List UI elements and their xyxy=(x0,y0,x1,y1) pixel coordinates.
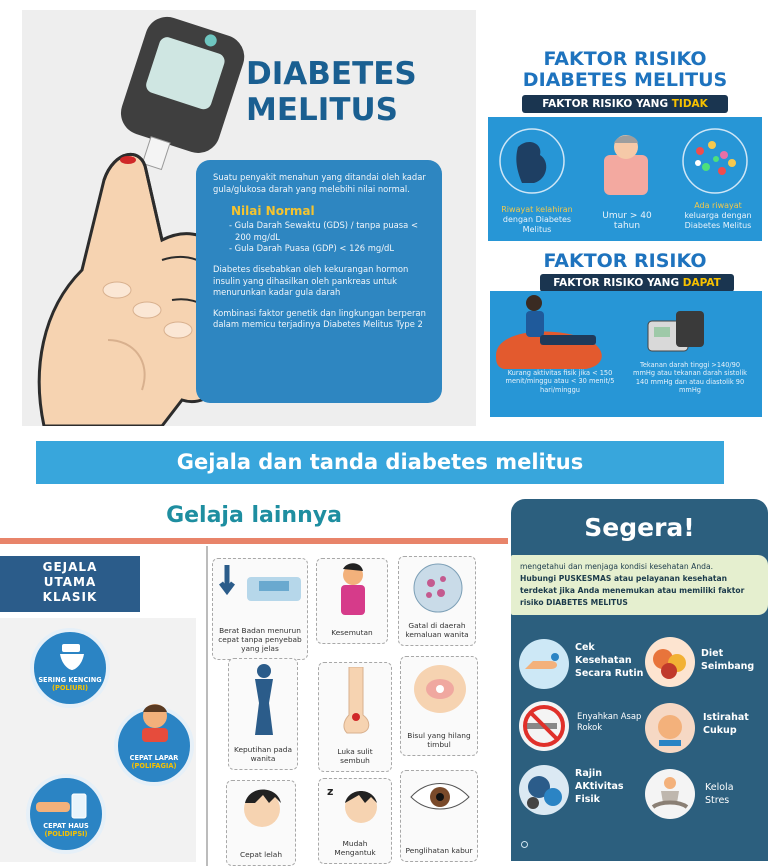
diabetes-title: DIABETES MELITUS xyxy=(246,56,417,128)
title-underline xyxy=(0,538,508,544)
normal-value-title: Nilai Normal xyxy=(231,204,315,219)
classic-symptoms-area xyxy=(0,618,196,862)
fixed-risk-panel xyxy=(488,117,762,241)
polyuria-circle: SERING KENCING (POLIURI) xyxy=(30,628,110,708)
eye-icon xyxy=(409,779,471,815)
polyphagia-circle: CEPAT LAPAR (POLIFAGIA) xyxy=(114,706,194,786)
symptom-card-tingling: Kesemutan xyxy=(316,558,388,644)
sleepy-face-icon xyxy=(327,781,385,827)
fixed-risk-family: Ada riwayat keluarga dengan Diabetes Melitus xyxy=(684,201,752,230)
diet-icon xyxy=(645,637,695,687)
svg-text:z: z xyxy=(327,785,334,798)
action-stress: Kelola Stres xyxy=(705,782,734,806)
bacteria-icon xyxy=(411,561,465,615)
action-checkup: Cek Kesehatan Secara Rutin xyxy=(575,642,644,679)
normal-value-gds: - Gula Darah Sewaktu (GDS) / tanpa puasa < 200 mg/dL xyxy=(229,220,418,242)
tingling-person-icon xyxy=(333,563,373,623)
segera-title: Segera! xyxy=(584,513,695,542)
checkup-icon xyxy=(519,639,569,689)
action-exercise: Rajin AKtivitas Fisik xyxy=(575,768,624,805)
normal-value-gdp: - Gula Darah Puasa (GDP) < 126 mg/dL xyxy=(229,243,395,254)
risk-factor-title: FAKTOR RISIKO DIABETES MELITUS xyxy=(522,48,728,91)
changeable-risk-bar: FAKTOR RISIKO YANG DAPAT xyxy=(540,274,734,292)
symptom-card-weight: Berat Badan menurun cepat tanpa penyebab yang jelas xyxy=(212,558,308,660)
symptom-card-wound: Luka sulit sembuh xyxy=(318,662,392,772)
fixed-risk-bar: FAKTOR RISIKO YANG TIDAK xyxy=(522,95,728,113)
rest-icon xyxy=(645,703,695,753)
definition-text: Suatu penyakit menahun yang ditandai oleh kadar gula/glukosa darah yang melebihi nilai normal. xyxy=(213,172,426,194)
foot-wound-icon xyxy=(337,667,377,737)
boil-icon xyxy=(411,661,469,717)
symptom-card-sleepy: z Mudah Mengantuk xyxy=(318,778,392,864)
symptom-card-fatigue: Cepat lelah xyxy=(226,780,296,866)
fixed-risk-birth: Riwayat kelahiran dengan Diabetes Melitus xyxy=(501,205,573,234)
woman-silhouette-icon xyxy=(243,663,285,737)
changeable-risk-panel xyxy=(490,291,762,417)
column-divider xyxy=(206,546,208,866)
toilet-icon xyxy=(58,642,86,672)
fixed-risk-age: Umur > 40 tahun xyxy=(602,211,652,231)
no-smoking-icon xyxy=(519,701,569,751)
diabetes-definition-panel xyxy=(22,10,476,426)
tired-face-icon xyxy=(241,785,283,829)
symptom-card-vision: Penglihatan kabur xyxy=(400,770,478,862)
symptoms-panel xyxy=(0,498,508,866)
footer-logo xyxy=(521,841,571,851)
changeable-risk-title: FAKTOR RISIKO xyxy=(543,250,707,272)
changeable-risk-activity: Kurang aktivitas fisik jika < 150 menit/minggu atau < 30 menit/5 hari/minggu xyxy=(505,369,615,394)
changeable-risk-pressure: Tekanan darah tinggi >140/90 mmHg atau tekanan darah sistolik 140 mmHg dan atau diastolik 90 mmHg xyxy=(633,361,747,395)
drinking-icon xyxy=(36,792,96,822)
meditation-icon xyxy=(645,769,695,819)
symptom-card-discharge: Keputihan pada wanita xyxy=(228,658,298,770)
genetic-text: Kombinasi faktor genetik dan lingkungan berperan dalam memicu terjadinya Diabetes Melitus Type 2 xyxy=(213,307,426,330)
action-diet: Diet Seimbang xyxy=(701,648,755,672)
polydipsia-circle: CEPAT HAUS (POLIDIPSI) xyxy=(26,774,106,854)
cause-text: Diabetes disebabkan oleh kekurangan hormon insulin yang dihasilkan oleh pankreas untuk menurunkan kadar gula darah xyxy=(213,263,409,298)
action-no-smoking: Enyahkan Asap Rokok xyxy=(577,711,642,732)
scale-icon xyxy=(219,563,305,607)
classic-symptoms-label: GEJALA UTAMA KLASIK xyxy=(0,556,140,612)
segera-message: mengetahui dan menjaga kondisi kesehatan Anda. Hubungi PUSKESMAS atau pelayanan kesehatan terdekat jika Anda menemukan atau memiliki faktor risiko DIABETES MELITUS xyxy=(511,555,768,615)
definition-box xyxy=(196,160,442,403)
risk-factor-panel xyxy=(488,33,762,419)
changeable-risk-icons xyxy=(490,291,762,371)
symptom-card-boil: Bisul yang hilang timbul xyxy=(400,656,478,756)
exercise-icon xyxy=(519,765,569,815)
action-rest: Istirahat Cukup xyxy=(703,712,749,736)
segera-panel xyxy=(511,499,768,861)
symptoms-banner: Gejala dan tanda diabetes melitus xyxy=(36,441,724,484)
eating-child-icon xyxy=(136,702,174,744)
symptom-card-itch: Gatal di daerah kemaluan wanita xyxy=(398,556,476,646)
other-symptoms-title: Gelaja lainnya xyxy=(166,503,342,528)
